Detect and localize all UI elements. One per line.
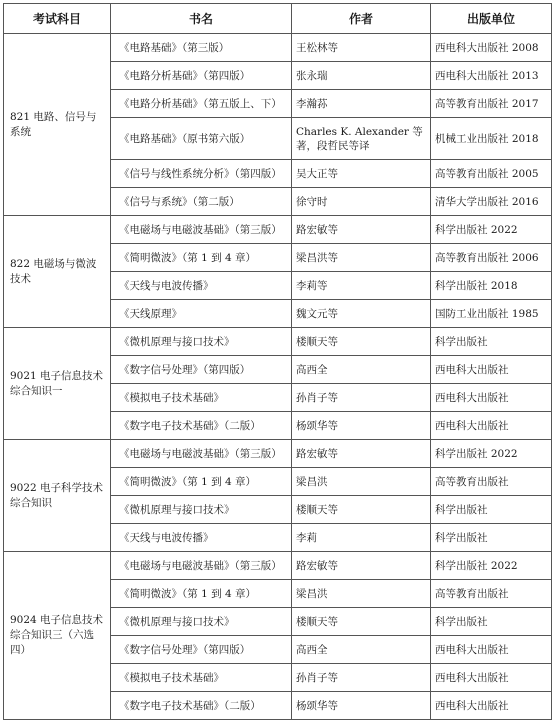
publisher-cell: 高等教育出版社 — [431, 580, 552, 608]
book-title-cell: 《模拟电子技术基础》 — [111, 664, 292, 692]
publisher-cell: 高等教育出版社 2005 — [431, 160, 552, 188]
book-title-cell: 《电路分析基础》（第四版） — [111, 62, 292, 90]
author-cell: 杨颂华等 — [292, 692, 431, 720]
publisher-cell: 西电科大出版社 — [431, 356, 552, 384]
book-title-cell: 《微机原理与接口技术》 — [111, 328, 292, 356]
author-cell: 楼顺天等 — [292, 328, 431, 356]
book-title-cell: 《简明微波》（第 1 到 4 章） — [111, 468, 292, 496]
book-title-cell: 《数字电子技术基础》（二版） — [111, 412, 292, 440]
publisher-cell: 科学出版社 — [431, 524, 552, 552]
publisher-cell: 西电科大出版社 — [431, 664, 552, 692]
author-cell: 路宏敏等 — [292, 440, 431, 468]
publisher-cell: 科学出版社 2018 — [431, 272, 552, 300]
book-title-cell: 《电磁场与电磁波基础》（第三版） — [111, 216, 292, 244]
book-title-cell: 《简明微波》（第 1 到 4 章） — [111, 244, 292, 272]
table-row — [4, 216, 552, 244]
author-cell: 孙肖子等 — [292, 664, 431, 692]
book-title-cell: 《天线与电波传播》 — [111, 524, 292, 552]
publisher-cell: 科学出版社 2022 — [431, 552, 552, 580]
author-cell: 楼顺天等 — [292, 608, 431, 636]
book-title-cell: 《电路基础》（原书第六版） — [111, 118, 292, 160]
author-cell: 高西全 — [292, 356, 431, 384]
publisher-cell: 西电科大出版社 — [431, 384, 552, 412]
author-cell: 路宏敏等 — [292, 552, 431, 580]
publisher-cell: 高等教育出版社 2006 — [431, 244, 552, 272]
publisher-cell: 科学出版社 — [431, 608, 552, 636]
table-row — [4, 440, 552, 468]
book-title-cell: 《简明微波》（第 1 到 4 章） — [111, 580, 292, 608]
author-cell: 吴大正等 — [292, 160, 431, 188]
header-book-title: 书名 — [111, 4, 292, 34]
table-row — [4, 328, 552, 356]
publisher-cell: 西电科大出版社 2008 — [431, 34, 552, 62]
author-cell: 王松林等 — [292, 34, 431, 62]
book-title-cell: 《数字信号处理》（第四版） — [111, 636, 292, 664]
author-cell: 高西全 — [292, 636, 431, 664]
publisher-cell: 西电科大出版社 — [431, 412, 552, 440]
author-cell: 杨颂华等 — [292, 412, 431, 440]
publisher-cell: 国防工业出版社 1985 — [431, 300, 552, 328]
publisher-cell: 西电科大出版社 2013 — [431, 62, 552, 90]
publisher-cell: 高等教育出版社 — [431, 468, 552, 496]
subject-cell: 822 电磁场与微波技术 — [4, 216, 111, 328]
publisher-cell: 清华大学出版社 2016 — [431, 188, 552, 216]
book-title-cell: 《模拟电子技术基础》 — [111, 384, 292, 412]
book-title-cell: 《天线原理》 — [111, 300, 292, 328]
book-title-cell: 《天线与电波传播》 — [111, 272, 292, 300]
book-title-cell: 《电磁场与电磁波基础》（第三版） — [111, 440, 292, 468]
book-title-cell: 《电磁场与电磁波基础》（第三版） — [111, 552, 292, 580]
publisher-cell: 西电科大出版社 — [431, 692, 552, 720]
subject-cell: 821 电路、信号与系统 — [4, 34, 111, 216]
reference-book-table — [3, 3, 552, 720]
author-cell: 梁昌洪 — [292, 580, 431, 608]
author-cell: 李瀚荪 — [292, 90, 431, 118]
author-cell: 孙肖子等 — [292, 384, 431, 412]
book-title-cell: 《数字信号处理》（第四版） — [111, 356, 292, 384]
publisher-cell: 科学出版社 2022 — [431, 216, 552, 244]
book-title-cell: 《信号与系统》（第二版） — [111, 188, 292, 216]
book-title-cell: 《数字电子技术基础》（二版） — [111, 692, 292, 720]
header-author: 作者 — [292, 4, 431, 34]
subject-cell: 9022 电子科学技术综合知识 — [4, 440, 111, 552]
book-title-cell: 《电路基础》（第三版） — [111, 34, 292, 62]
author-cell: 李莉 — [292, 524, 431, 552]
author-cell: 张永瑞 — [292, 62, 431, 90]
book-title-cell: 《微机原理与接口技术》 — [111, 496, 292, 524]
table-row — [4, 552, 552, 580]
author-cell: 梁昌洪 — [292, 468, 431, 496]
author-cell: 楼顺天等 — [292, 496, 431, 524]
subject-cell: 9021 电子信息技术综合知识一 — [4, 328, 111, 440]
publisher-cell: 科学出版社 — [431, 328, 552, 356]
author-cell: 路宏敏等 — [292, 216, 431, 244]
publisher-cell: 高等教育出版社 2017 — [431, 90, 552, 118]
table-body — [4, 34, 552, 720]
header-row — [4, 4, 552, 34]
publisher-cell: 科学出版社 2022 — [431, 440, 552, 468]
author-cell: 魏文元等 — [292, 300, 431, 328]
publisher-cell: 西电科大出版社 — [431, 636, 552, 664]
book-title-cell: 《信号与线性系统分析》（第四版） — [111, 160, 292, 188]
subject-cell: 9024 电子信息技术综合知识三（六选四） — [4, 552, 111, 720]
table-row — [4, 34, 552, 62]
header-publisher: 出版单位 — [431, 4, 552, 34]
book-title-cell: 《微机原理与接口技术》 — [111, 608, 292, 636]
header-subject: 考试科目 — [4, 4, 111, 34]
author-cell: Charles K. Alexander 等著，段哲民等译 — [292, 118, 431, 160]
book-title-cell: 《电路分析基础》（第五版上、下） — [111, 90, 292, 118]
author-cell: 徐守时 — [292, 188, 431, 216]
publisher-cell: 科学出版社 — [431, 496, 552, 524]
author-cell: 梁昌洪等 — [292, 244, 431, 272]
publisher-cell: 机械工业出版社 2018 — [431, 118, 552, 160]
author-cell: 李莉等 — [292, 272, 431, 300]
